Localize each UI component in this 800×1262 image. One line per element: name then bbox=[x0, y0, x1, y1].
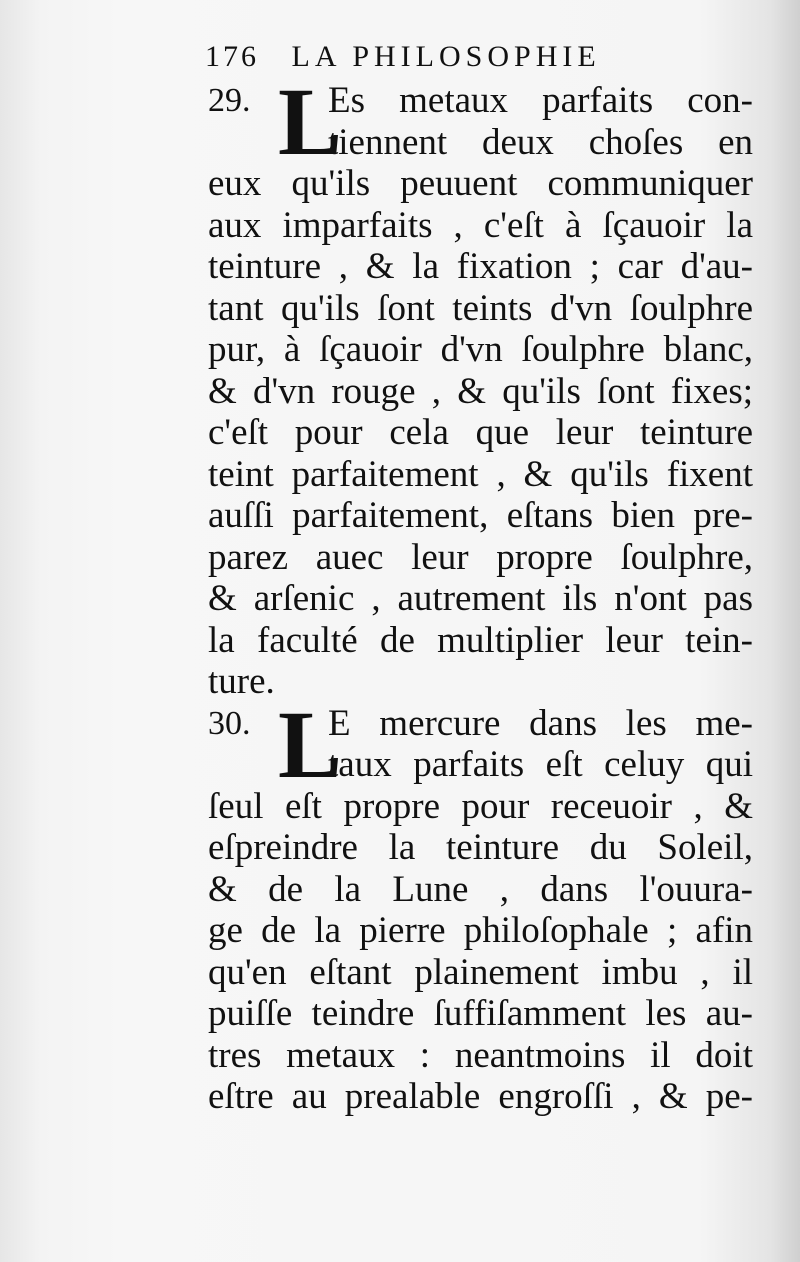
text-line: & arſenic , autrement ils n'ont pas bbox=[208, 578, 753, 619]
paragraph-number: 29. bbox=[208, 82, 251, 119]
text-line: Es metaux parfaits con- bbox=[328, 80, 753, 121]
text-line: teinture , & la fixation ; car d'au- bbox=[208, 246, 753, 287]
text-line: tres metaux : neantmoins il doit bbox=[208, 1034, 753, 1076]
paragraph-29 bbox=[208, 68, 753, 703]
text-line: aux imparfaits , c'eſt à ſçauoir la bbox=[208, 204, 753, 246]
drop-cap: L bbox=[278, 690, 343, 798]
text-line: tiennent deux choſes en bbox=[328, 121, 753, 163]
text-line: qu'en eſtant plainement imbu , il bbox=[208, 951, 753, 993]
text-line: eux qu'ils peuuent communiquer bbox=[208, 163, 753, 204]
text-line: tant qu'ils ſont teints d'vn ſoulphre bbox=[208, 287, 753, 329]
text-line: c'eſt pour cela que leur teinture bbox=[208, 412, 753, 453]
text-line: taux parfaits eſt celuy qui bbox=[328, 744, 753, 785]
text-line: puiſſe teindre ſuffiſamment les au- bbox=[208, 993, 753, 1034]
paragraph-30 bbox=[208, 690, 753, 1118]
body-text bbox=[208, 68, 753, 1118]
text-line: la faculté de multiplier leur tein- bbox=[208, 619, 753, 661]
text-line: ge de la pierre philoſophale ; afin bbox=[208, 910, 753, 951]
text-line: pur, à ſçauoir d'vn ſoulphre blanc, bbox=[208, 329, 753, 370]
paragraph-number: 30. bbox=[208, 704, 251, 742]
running-title: LA PHILOSOPHIE bbox=[291, 40, 601, 73]
text-line: E mercure dans les me- bbox=[328, 702, 753, 744]
text-line: eſtre au prealable engroſſi , & pe- bbox=[208, 1076, 753, 1117]
text-line: parez auec leur propre ſoulphre, bbox=[208, 536, 753, 578]
text-line: & d'vn rouge , & qu'ils ſont fixes; bbox=[208, 370, 753, 412]
text-line: auſſi parfaitement, eſtans bien pre- bbox=[208, 495, 753, 536]
page-number: 176 bbox=[205, 40, 259, 73]
drop-cap: L bbox=[278, 68, 343, 175]
text-line: ſeul eſt propre pour receuoir , & bbox=[208, 785, 753, 827]
text-line: teint parfaitement , & qu'ils fixent bbox=[208, 453, 753, 495]
text-line: & de la Lune , dans l'ouura- bbox=[208, 868, 753, 910]
running-header bbox=[205, 40, 601, 74]
text-line: eſpreindre la teinture du Soleil, bbox=[208, 827, 753, 868]
text-line: ture. bbox=[208, 661, 275, 702]
